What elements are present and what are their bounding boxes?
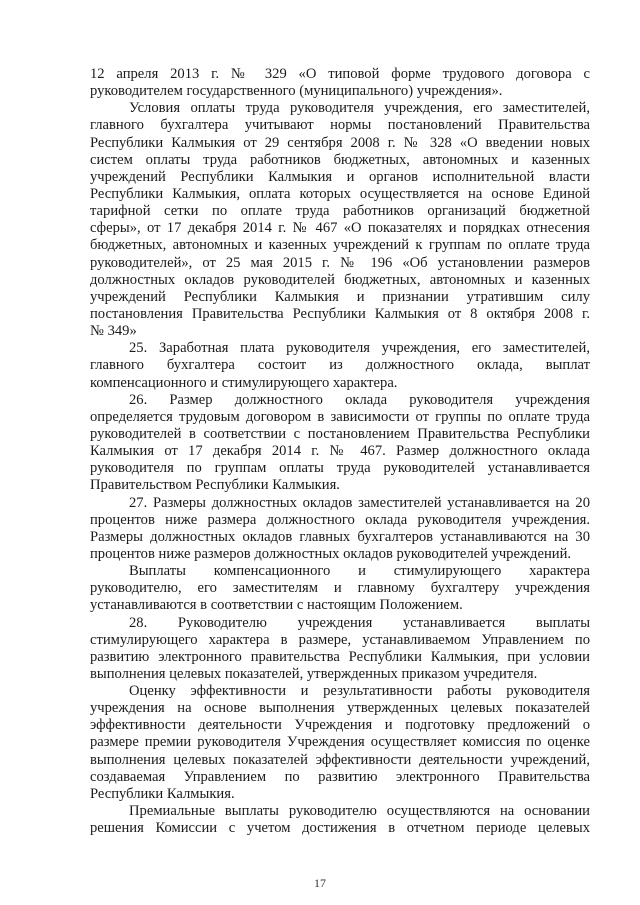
text-line: процентов ниже размеров должностных окладов руководителей учреждений.: [90, 545, 572, 562]
text-line: учреждений Республики Калмыкия и органов исполнительной власти: [90, 168, 590, 185]
text-line: № 349»: [90, 323, 137, 340]
text-line: руководителя по группам оплаты труда руководителей устанавливается: [90, 460, 590, 477]
text-line: эффективности деятельности Учреждения и подготовку предложений о: [90, 717, 590, 734]
text-line: 25. Заработная плата руководителя учреждения, его заместителей,: [129, 340, 590, 357]
paragraph-clause-26: [90, 392, 590, 495]
text-line: руководителем государственного (муниципального) учреждения».: [90, 83, 503, 100]
paragraph-clause-28: [90, 615, 590, 684]
paragraph-order-reference: [90, 66, 590, 100]
text-line: компенсационного и стимулирующего характера.: [90, 374, 398, 391]
text-line: Размеры должностных окладов главных бухгалтеров устанавливаются на 30: [90, 528, 590, 545]
text-line: Республики Калмыкия, оплата которых осуществляется на основе Единой: [90, 185, 590, 202]
text-line: бюджетных, автономных и казенных учреждений к группам по оплате труда: [90, 237, 590, 254]
text-line: главного бухгалтера учитывают нормы постановлений Правительства: [90, 117, 590, 134]
text-line: Правительством Республики Калмыкия.: [90, 477, 340, 494]
text-line: устанавливаются в соответствии с настоящим Положением.: [90, 597, 463, 614]
text-line: Выплаты компенсационного и стимулирующего характера: [129, 563, 590, 580]
text-line: выполнения целевых показателей, утвержденных приказом учредителя.: [90, 665, 538, 682]
text-line: тарифной сетки по оплате труда работников организаций бюджетной: [90, 203, 590, 220]
text-line: создаваемая Управлением по развитию электронного Правительства: [90, 768, 590, 785]
text-line: размере премии руководителя Учреждения осуществляет комиссия по оценке: [90, 734, 590, 751]
text-line: руководителей», от 25 мая 2015 г. № 196 «Об установлении размеров: [90, 254, 590, 271]
text-line: Калмыкия от 17 декабря 2014 г. № 467. Размер должностного оклада: [90, 443, 590, 460]
paragraph-clause-27: [90, 495, 590, 564]
text-line: 26. Размер должностного оклада руководителя учреждения: [129, 391, 590, 408]
text-line: развитию электронного правительства Республики Калмыкия, при условии: [90, 648, 590, 665]
text-line: 28. Руководителю учреждения устанавливается выплаты: [129, 614, 590, 631]
text-line: Премиальные выплаты руководителю осуществляются на основании: [129, 803, 590, 820]
text-line: 27. Размеры должностных окладов заместителей устанавливается на 20: [129, 494, 590, 511]
text-line: сферы», от 17 декабря 2014 г. № 467 «О показателях и порядках отнесения: [90, 220, 590, 237]
document-body: [90, 66, 590, 837]
text-line: главного бухгалтера состоит из должностного оклада, выплат: [90, 357, 590, 374]
text-line: процентов ниже размера должностного оклада руководителя учреждения.: [90, 511, 590, 528]
text-line: Оценку эффективности и результативности работы руководителя: [129, 683, 590, 700]
paragraph-performance-evaluation: [90, 683, 590, 803]
paragraph-bonus-payments: [90, 803, 590, 837]
text-line: решения Комиссии с учетом достижения в отчетном периоде целевых: [90, 820, 590, 837]
page-number: 17: [314, 876, 326, 890]
text-line: учреждения на основе выполнения утвержденных целевых показателей: [90, 700, 590, 717]
text-line: стимулирующего характера в размере, устанавливаемом Управлением по: [90, 631, 590, 648]
text-line: Условия оплаты труда руководителя учреждения, его заместителей,: [129, 100, 590, 117]
text-line: руководителю, его заместителям и главному бухгалтеру учреждения: [90, 580, 590, 597]
text-line: 12 апреля 2013 г. № 329 «О типовой форме трудового договора с: [90, 66, 590, 82]
text-line: систем оплаты труда работников бюджетных, автономных и казенных: [90, 151, 590, 168]
paragraph-clause-25: [90, 340, 590, 391]
text-line: определяется трудовым договором в зависимости от группы по оплате труда: [90, 408, 590, 425]
text-line: Республики Калмыкия от 29 сентября 2008 г. № 328 «О введении новых: [90, 134, 590, 151]
paragraph-compensation-payments: [90, 563, 590, 614]
text-line: выполнения целевых показателей эффективности деятельности учреждений,: [90, 751, 590, 768]
text-line: Республики Калмыкия.: [90, 785, 235, 802]
paragraph-pay-conditions: [90, 100, 590, 340]
text-line: руководителей в соответствии с постановлением Правительства Республики: [90, 425, 590, 442]
text-line: постановления Правительства Республики Калмыкия от 8 октября 2008 г.: [90, 305, 590, 322]
text-line: учреждений Республики Калмыкия и признании утратившим силу: [90, 288, 590, 305]
text-line: должностных окладов руководителей бюджетных, автономных и казенных: [90, 271, 590, 288]
